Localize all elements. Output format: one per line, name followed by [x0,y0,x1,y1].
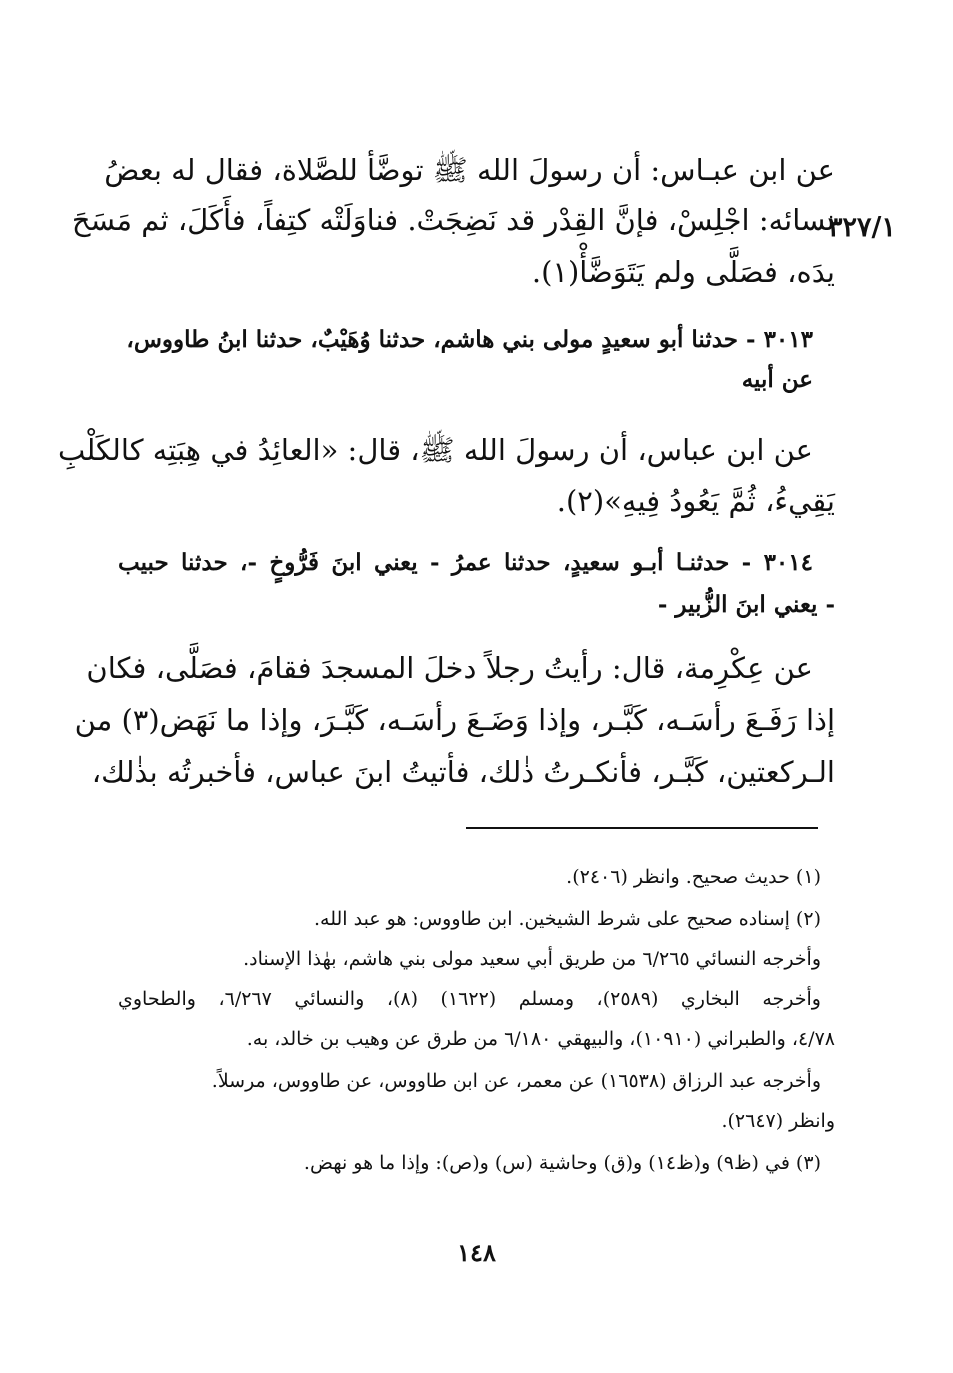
page-number: ١٤٨ [457,1238,496,1267]
text-line-1: عن ابن عبـاس: أن رسولَ الله ﷺ توضَّأ للصَّلاة، فقال له بعضُ [104,153,835,187]
text-line-6: عن ابن عباس، أن رسولَ الله ﷺ، قال: «العائِدُ في هِبَتِه كالكَلْبِ [57,433,813,467]
footnote-2-line-6: وانظر (٢٦٤٧). [721,1110,835,1132]
text-line-12: الـركعتين، كَبَّـر، فأنكـرتُ ذٰلك، فأتيتُ ابنَ عباس، فأخبرتُه بذٰلك، [91,755,835,789]
hadith-3014-isnad: ٣٠١٤ - حدثنـا أبـو سعيدٍ، حدثنا عمرُ - يعني ابنَ فَرُّوخٍ -، حدثنا حبيب [118,549,813,576]
footnote-1: (١) حديث صحيح. وانظر (٢٤٠٦). [566,866,821,888]
text-line-3: يدَه، فصَلَّى ولم يَتَوَضَّأْ(١). [531,255,835,289]
footnote-2: (٢) إسناده صحيح على شرط الشيخين. ابن طاووس: هو عبد الله. [313,908,821,930]
hadith-3013-isnad-cont: عن أبيه [741,366,813,393]
footnote-2-line-3: وأخرجه البخاري (٢٥٨٩)، ومسلم (١٦٢٢) (٨)، والنسائي ٦/٢٦٧، والطحاوي [118,988,821,1010]
hadith-3013-isnad: ٣٠١٣ - حدثنا أبو سعيدٍ مولى بني هاشم، حدثنا وُهَيْبٌ، حدثنا ابنُ طاووس، [126,326,813,353]
text-line-10: عن عِكْرِمة، قال: رأيتُ رجلاً دخلَ المسجدَ فقامَ، فصَلَّى، فكان [86,651,813,685]
text-line-11: إذا رَفَـعَ رأسَـه، كَبَّـر، وإذا وَضَـعَ رأسَـه، كَبَّـرَ، وإذا ما نَهَض(٣) من [74,703,835,737]
footnote-2-line-2: وأخرجه النسائي ٦/٢٦٥ من طريق أبي سعيد مولى بني هاشم، بهٰذا الإسناد. [243,948,821,970]
margin-volume-page-ref: ٣٢٧/١ [828,212,896,243]
footnote-2-line-5: وأخرجه عبد الرزاق (١٦٥٣٨) عن معمر، عن ابن طاووس، عن طاووس، مرسلاً. [211,1070,821,1092]
footnote-2-line-4: ٤/٧٨، والطبراني (١٠٩١٠)، والبيهقي ٦/١٨٠ من طرق عن وهيب بن خالد، به. [246,1028,835,1050]
text-line-2: نسائه: اجْلِسْ، فإنَّ القِدْر قد نَضِجَتْ. فناوَلَتْه كتِفاً، فأَكَلَ، ثم مَسَحَ [71,203,835,237]
hadith-3014-isnad-cont: - يعني ابنَ الزُّبير - [657,591,835,618]
footnote-separator [466,827,818,829]
text-line-7: يَقِيءُ، ثُمَّ يَعُودُ فِيهِ»(٢). [556,484,835,518]
footnote-3: (٣) في (ظ٩) و(ظ١٤) و(ق) وحاشية (س) و(ص): وإذا ما هو نهض. [303,1152,821,1174]
